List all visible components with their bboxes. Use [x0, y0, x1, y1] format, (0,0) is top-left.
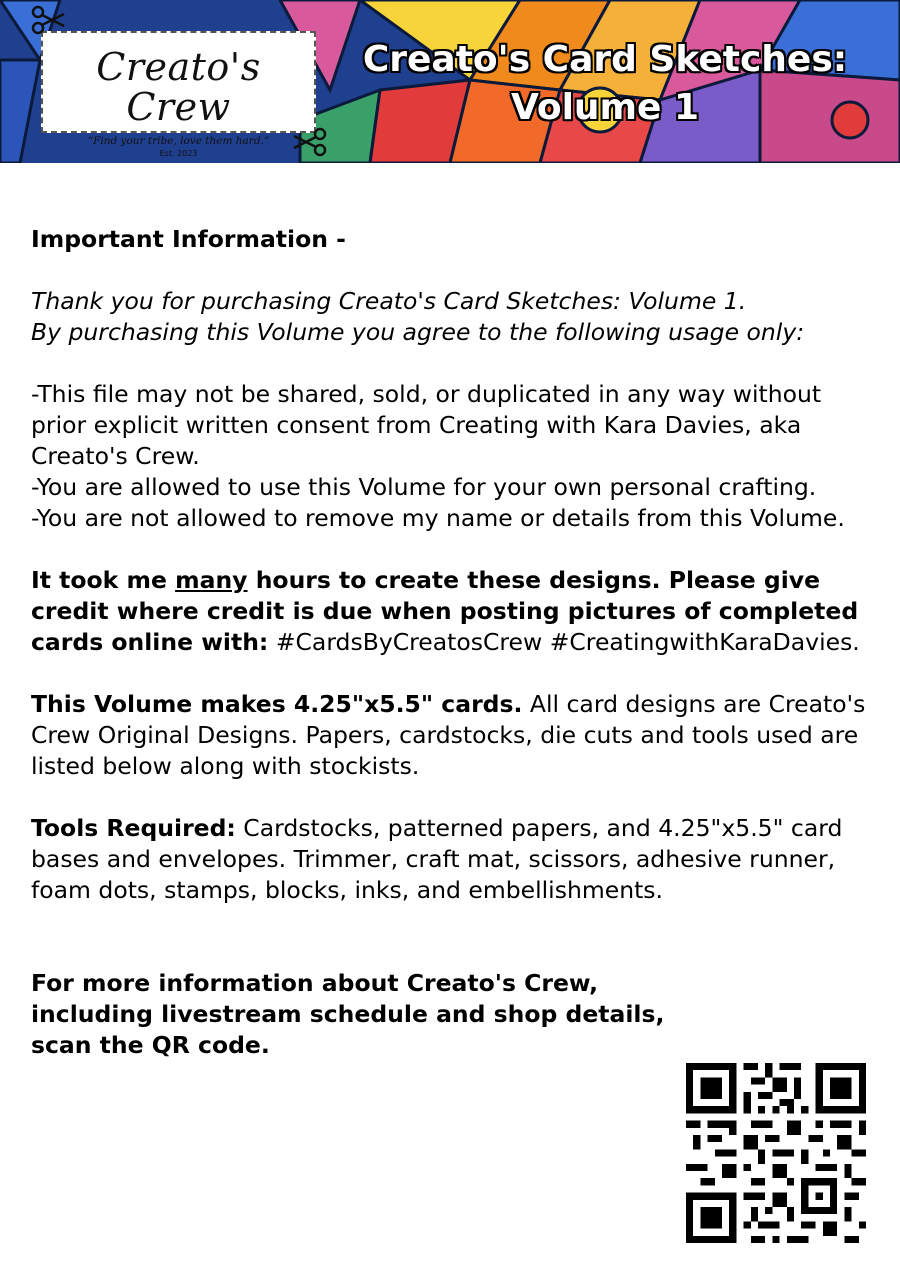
section-heading: Important Information - — [31, 225, 346, 253]
header-banner — [0, 0, 900, 163]
credit-paragraph — [31, 565, 881, 658]
more-info-line-1: For more information about Creato's Crew, — [31, 969, 599, 997]
tools-label: Tools Required: — [31, 814, 236, 842]
tools-paragraph — [31, 813, 881, 906]
card-size-paragraph — [31, 689, 881, 782]
title-line-1: Creato's Card Sketches: — [362, 39, 848, 80]
qr-code[interactable] — [686, 1063, 866, 1243]
card-size-bold: This Volume makes 4.25"x5.5" cards. — [31, 690, 523, 718]
scissors-icon — [292, 126, 328, 158]
document-title — [345, 36, 865, 132]
brand-logo — [41, 31, 316, 158]
credit-hashtags: #CardsByCreatosCrew #CreatingwithKaraDavies. — [268, 628, 860, 656]
intro-line-1: Thank you for purchasing Creato's Card Sketches: Volume 1. — [31, 287, 747, 315]
card-size-text: All card designs are Creato's Crew Original Designs. Papers, cardstocks, die cuts and tools used are listed below along with stockists. — [31, 690, 866, 780]
credit-emphasis: many — [175, 566, 248, 594]
usage-rule-2: -You are allowed to use this Volume for your own personal crafting. — [31, 473, 817, 501]
credit-post: hours to create these designs. Please give credit where credit is due when posting pictures of completed cards online with: — [31, 566, 859, 656]
logo-tagline: “Find your tribe, love them hard.” — [87, 135, 270, 147]
more-info-line-3: scan the QR code. — [31, 1031, 270, 1059]
more-info-line-2: including livestream schedule and shop details, — [31, 1000, 665, 1028]
title-line-2: Volume 1 — [510, 87, 700, 128]
scissors-icon — [30, 4, 66, 36]
credit-pre: It took me — [31, 566, 176, 594]
usage-rule-3: -You are not allowed to remove my name or details from this Volume. — [31, 504, 845, 532]
logo-established: Est. 2023 — [159, 149, 198, 158]
tools-text: Cardstocks, patterned papers, and 4.25"x5.5" card bases and envelopes. Trimmer, craft mat, scissors, adhesive runner, foam dots, stamps, blocks, inks, and embellishments. — [31, 814, 843, 904]
usage-rule-1: -This file may not be shared, sold, or duplicated in any way without prior explicit written consent from Creating with Kara Davies, aka Creato's Crew. — [31, 380, 822, 470]
logo-name: Creato's Crew — [96, 45, 261, 129]
document-body — [31, 224, 881, 1061]
intro-line-2: By purchasing this Volume you agree to the following usage only: — [31, 318, 805, 346]
